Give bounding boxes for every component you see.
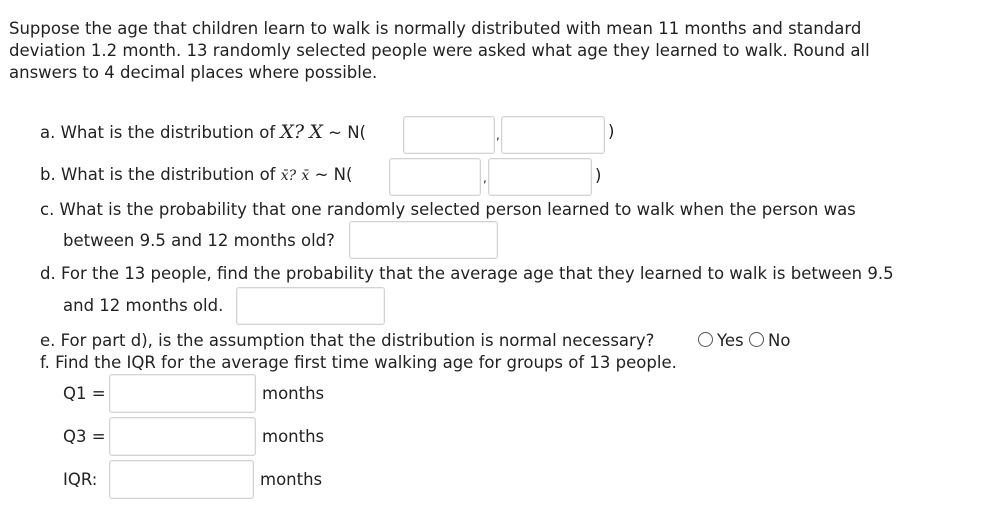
intro-line-3: answers to 4 decimal places where possible.	[9, 63, 378, 82]
intro-line-2: deviation 1.2 month. 13 randomly selected people were asked what age they learned to walk. Round all	[9, 41, 870, 60]
radio-no[interactable]	[749, 332, 764, 347]
q1-input[interactable]	[109, 374, 256, 413]
question-f-text: f. Find the IQR for the average first time walking age for groups of 13 people.	[40, 353, 677, 372]
question-a-prefix: a. What is the distribution of	[40, 123, 276, 142]
question-b-mean-input[interactable]	[389, 158, 481, 196]
question-a-mean-input[interactable]	[403, 116, 495, 154]
question-b-question-mark: ?	[288, 168, 297, 184]
iqr-unit: months	[260, 470, 323, 489]
question-a-question-mark: ?	[293, 121, 305, 143]
q3-unit: months	[262, 427, 325, 446]
q1-unit: months	[262, 384, 325, 403]
iqr-input[interactable]	[109, 460, 254, 499]
question-b-variable-2: x̄	[301, 168, 310, 184]
radio-yes[interactable]	[698, 332, 713, 347]
question-a-sd-input[interactable]	[501, 116, 605, 154]
question-d-line-2: and 12 months old.	[63, 296, 224, 315]
question-e-text: e. For part d), is the assumption that the distribution is normal necessary?	[40, 331, 655, 350]
question-a-comma: ,	[496, 128, 500, 142]
question-a	[40, 121, 366, 143]
q3-label: Q3 =	[63, 427, 106, 446]
question-c-line-2: between 9.5 and 12 months old?	[63, 231, 335, 250]
iqr-label: IQR:	[63, 470, 98, 489]
question-b-variable: x̄	[280, 168, 289, 184]
intro-line-1: Suppose the age that children learn to walk is normally distributed with mean 11 months and standard	[9, 19, 862, 38]
radio-yes-label[interactable]: Yes	[717, 331, 744, 350]
question-c-line-1: c. What is the probability that one randomly selected person learned to walk when the person was	[40, 200, 856, 219]
tilde-symbol: ~	[328, 123, 342, 142]
question-b-close: )	[595, 166, 602, 185]
question-b-comma: ,	[483, 171, 487, 185]
question-a-variable: X	[280, 121, 294, 143]
question-a-variable-2: X	[309, 121, 323, 143]
normal-open: N(	[347, 123, 366, 142]
question-d-line-1: d. For the 13 people, find the probability that the average age that they learned to walk is between 9.5	[40, 264, 894, 283]
question-b-sd-input[interactable]	[488, 158, 592, 196]
question-c-answer-input[interactable]	[349, 221, 498, 259]
radio-no-label[interactable]: No	[768, 331, 791, 350]
q3-input[interactable]	[109, 417, 256, 456]
question-b	[40, 165, 352, 184]
normal-open: N(	[333, 165, 353, 184]
question-a-close: )	[608, 122, 615, 141]
question-d-answer-input[interactable]	[236, 287, 385, 325]
q1-label: Q1 =	[63, 384, 106, 403]
tilde-symbol: ~	[314, 165, 329, 184]
question-b-prefix: b. What is the distribution of	[40, 165, 276, 184]
